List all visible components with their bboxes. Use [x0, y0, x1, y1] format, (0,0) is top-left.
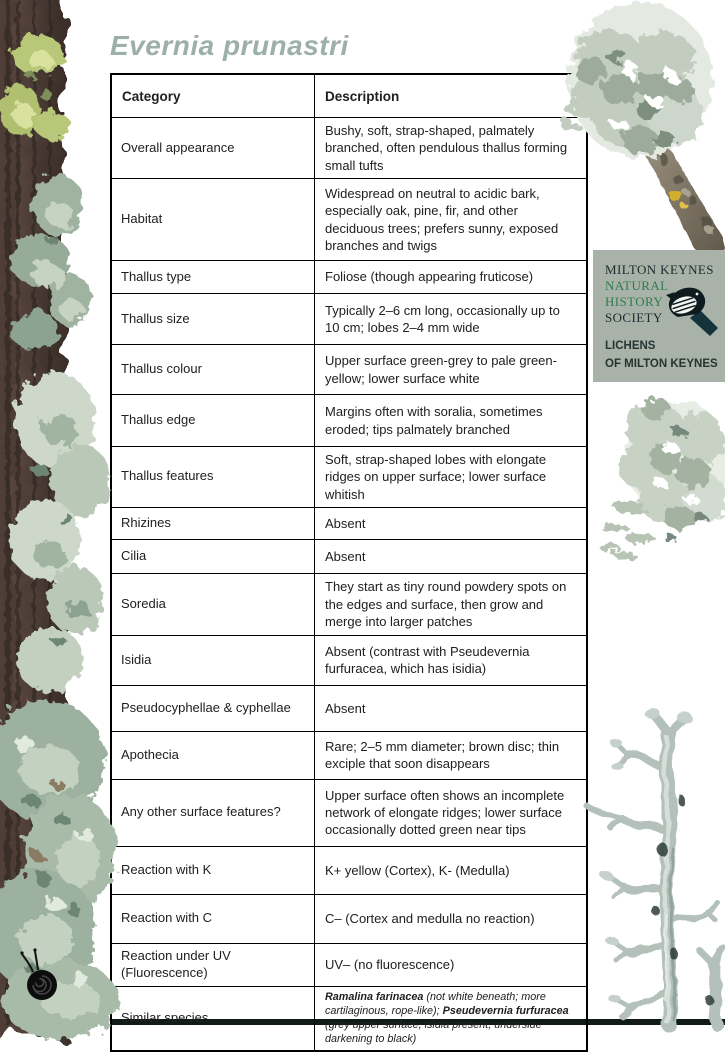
category-cell: Thallus colour [111, 345, 315, 395]
table-row [111, 179, 587, 261]
magpie-icon [660, 284, 722, 348]
category-cell: Thallus features [111, 447, 315, 508]
category-cell: Thallus type [111, 261, 315, 294]
category-cell: Soredia [111, 573, 315, 635]
category-cell: Rhizines [111, 507, 315, 539]
description-cell: Ramalina farinacea (not white beneath; more cartilaginous, rope-like); Pseudevernia furfuracea (grey upper surface, isidia present, underside darkening to black) [315, 986, 588, 1051]
description-cell: Absent (contrast with Pseudevernia furfuracea, which has isidia) [315, 635, 588, 685]
table-row [111, 943, 587, 986]
white-lichen-photo [585, 388, 725, 573]
description-cell: Margins often with soralia, sometimes eroded; tips palmately branched [315, 395, 588, 447]
branching-lichen-photo [585, 700, 725, 1025]
description-cell: Upper surface often shows an incomplete network of elongate ridges; lower surface occasionally dotted green near tips [315, 779, 588, 846]
category-cell: Cilia [111, 539, 315, 573]
category-cell: Any other surface features? [111, 779, 315, 846]
category-cell: Reaction with C [111, 894, 315, 943]
table-row [111, 294, 587, 345]
description-cell: Rare; 2–5 mm diameter; brown disc; thin exciple that soon disappears [315, 731, 588, 779]
table-row [111, 118, 587, 179]
table-row [111, 846, 587, 894]
table-row [111, 635, 587, 685]
page-title: Evernia prunastri [110, 30, 349, 61]
lichen-twig-photo [560, 0, 725, 255]
society-name-line4: SOCIETY [605, 309, 663, 325]
table-header-description: Description [315, 74, 588, 118]
society-logo-panel [593, 250, 725, 382]
table-row [111, 685, 587, 731]
category-cell: Thallus edge [111, 395, 315, 447]
table-row [111, 731, 587, 779]
description-cell: Typically 2–6 cm long, occasionally up to 10 cm; lobes 2–4 mm wide [315, 294, 588, 345]
category-cell: Reaction with K [111, 846, 315, 894]
table-header-row [111, 74, 587, 118]
category-cell: Reaction under UV (Fluorescence) [111, 943, 315, 986]
description-cell: C– (Cortex and medulla no reaction) [315, 894, 588, 943]
description-cell: Foliose (though appearing fruticose) [315, 261, 588, 294]
description-cell: Upper surface green-grey to pale green-yellow; lower surface white [315, 345, 588, 395]
description-cell: Absent [315, 539, 588, 573]
table-row [111, 395, 587, 447]
description-cell: Absent [315, 685, 588, 731]
category-cell: Pseudocyphellae & cyphellae [111, 685, 315, 731]
table-row [111, 261, 587, 294]
table-row [111, 894, 587, 943]
table-row [111, 539, 587, 573]
category-cell: Thallus size [111, 294, 315, 345]
description-cell: Widespread on neutral to acidic bark, especially oak, pine, fir, and other deciduous trees; prefers sunny, exposed branches and twigs [315, 179, 588, 261]
table-row [111, 447, 587, 508]
category-cell: Isidia [111, 635, 315, 685]
society-name-line1: MILTON KEYNES [605, 262, 714, 277]
table-row [111, 507, 587, 539]
table-row [111, 573, 587, 635]
series-title-line2: OF MILTON KEYNES [605, 357, 718, 370]
description-cell: UV– (no fluorescence) [315, 943, 588, 986]
society-name-line3: HISTORY [605, 293, 664, 309]
description-cell: Absent [315, 507, 588, 539]
table-row [111, 779, 587, 846]
category-cell: Apothecia [111, 731, 315, 779]
category-cell: Overall appearance [111, 118, 315, 179]
description-cell: They start as tiny round powdery spots on the edges and surface, then grow and merge into larger patches [315, 573, 588, 635]
table-row [111, 345, 587, 395]
bark-lichen-photo [0, 0, 118, 1025]
series-title-line1: LICHENS [605, 340, 656, 353]
table-header-category: Category [111, 74, 315, 118]
category-cell: Habitat [111, 179, 315, 261]
table-row [111, 986, 587, 1051]
description-cell: K+ yellow (Cortex), K- (Medulla) [315, 846, 588, 894]
species-table [110, 73, 588, 1052]
description-cell: Soft, strap-shaped lobes with elongate ridges on upper surface; lower surface whitish [315, 447, 588, 508]
description-cell: Bushy, soft, strap-shaped, palmately branched, often pendulous thallus forming small tufts [315, 118, 588, 179]
society-name-line2: NATURAL [605, 277, 669, 293]
category-cell: Similar species [111, 986, 315, 1051]
